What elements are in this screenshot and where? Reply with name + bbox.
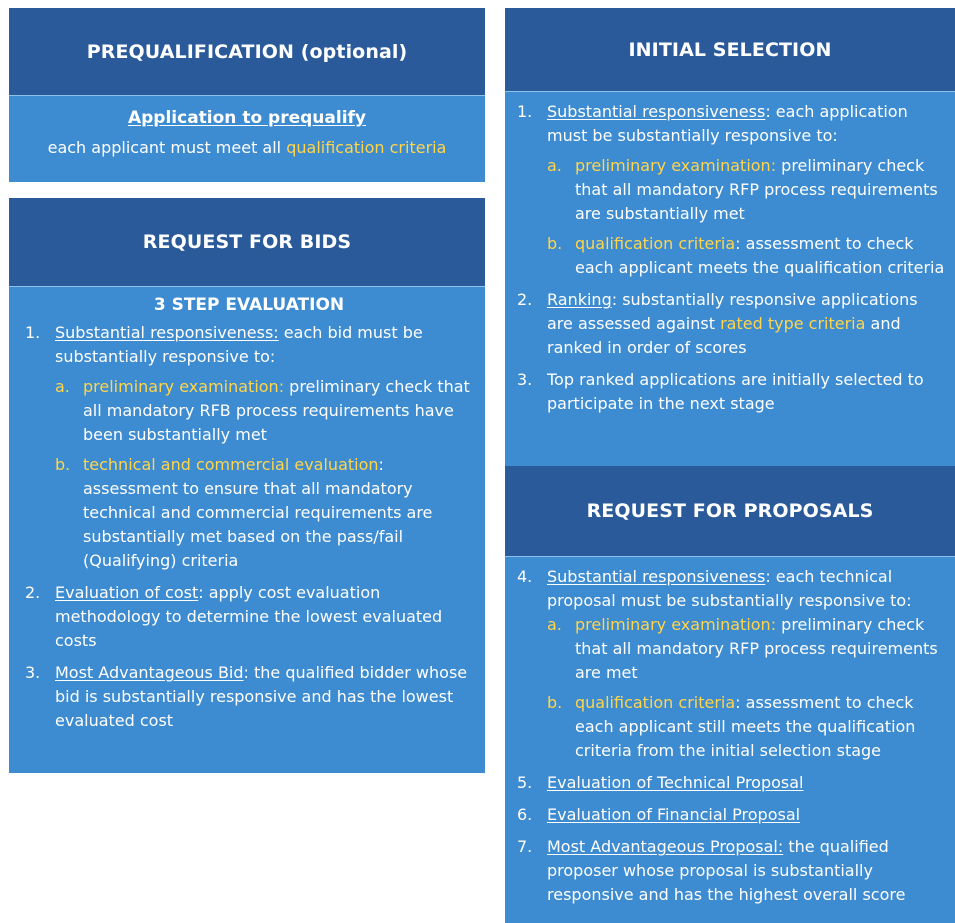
rfb-step-term: Most Advantageous Bid (55, 663, 244, 682)
initial-step-1 (517, 100, 945, 280)
rfb-panel (9, 198, 485, 773)
rfb-sub-text: : assessment to ensure that all mandatory technical and commercial requirements are substantially met based on the pass/fail (Qualifying) criteria (83, 455, 433, 570)
initial-step-2 (517, 288, 945, 360)
rfp-title: REQUEST FOR PROPOSALS (586, 500, 874, 522)
rfb-step-num: 3. (25, 663, 41, 682)
prequalification-heading: Application to prequalify (127, 108, 367, 128)
prequalification-highlight: qualification criteria (286, 138, 447, 157)
initial-sub-letter: b. (547, 234, 563, 253)
rfp-sub-a (547, 613, 945, 685)
prequalification-header (9, 8, 485, 96)
rfp-sub-letter: a. (547, 615, 562, 634)
rfb-title: REQUEST FOR BIDS (142, 231, 352, 253)
rfb-sub-text: preliminary check that all mandatory RFB process requirements have been substantially met (83, 377, 470, 444)
rfb-step-3 (25, 661, 473, 733)
rfb-step-term: Substantial responsiveness: (55, 323, 279, 342)
initial-sublist (547, 154, 945, 280)
initial-sub-text: preliminary check that all mandatory RFP process requirements are substantially met (575, 156, 938, 223)
initial-sub-term: preliminary examination: (575, 156, 777, 175)
rfp-sub-term: preliminary examination: (575, 615, 777, 634)
initial-selection-panel (505, 8, 955, 467)
rfp-step-term: Most Advantageous Proposal: (547, 837, 784, 856)
rfp-step-text: : each technical proposal must be substantially responsive to: (547, 567, 912, 610)
prequalification-heading-wrap (21, 106, 473, 130)
prequalification-body (9, 96, 485, 182)
rfp-sub-letter: b. (547, 693, 563, 712)
initial-step-3 (517, 368, 945, 416)
initial-sub-b (547, 232, 945, 280)
prequalification-text-wrap (21, 136, 473, 160)
rfb-sub-a (55, 375, 473, 447)
initial-sub-term: qualification criteria (575, 234, 736, 253)
initial-sub-a (547, 154, 945, 226)
rfp-step-num: 6. (517, 805, 533, 824)
rfb-step-text: : apply cost evaluation methodology to determine the lowest evaluated costs (55, 583, 443, 650)
initial-step-num: 2. (517, 290, 533, 309)
rfb-sub-b (55, 453, 473, 573)
rfp-step-term: Evaluation of Financial Proposal (547, 805, 801, 824)
initial-selection-title: INITIAL SELECTION (628, 38, 832, 61)
prequalification-title: PREQUALIFICATION (optional) (86, 40, 408, 63)
rfb-sub-letter: a. (55, 377, 70, 396)
rfp-panel (505, 466, 955, 923)
initial-step-text: : each application must be substantially responsive to: (547, 102, 908, 145)
initial-step-highlight: rated type criteria (720, 314, 866, 333)
initial-selection-body (505, 92, 955, 467)
rfp-sub-term: qualification criteria (575, 693, 736, 712)
rfb-step-1 (25, 321, 473, 573)
initial-step-text: Top ranked applications are initially selected to participate in the next stage (547, 370, 924, 413)
rfb-header (9, 198, 485, 287)
rfp-step-7 (517, 835, 945, 907)
rfp-step-num: 4. (517, 567, 533, 586)
rfp-step-term: Evaluation of Technical Proposal (547, 773, 804, 792)
rfp-sub-text: preliminary check that all mandatory RFP process requirements are met (575, 615, 938, 682)
rfb-step-2 (25, 581, 473, 653)
initial-step-text: : substantially responsive applications are assessed against (547, 290, 918, 333)
rfp-step-num: 7. (517, 837, 533, 856)
rfp-sub-text: : assessment to check each applicant still meets the qualification criteria from the initial selection stage (575, 693, 916, 760)
initial-sub-letter: a. (547, 156, 562, 175)
prequalification-panel (9, 8, 485, 182)
rfb-step-text: : the qualified bidder whose bid is substantially responsive and has the lowest evaluated cost (55, 663, 468, 730)
rfp-step-5 (517, 771, 945, 795)
rfp-body (505, 557, 955, 923)
initial-sub-text: : assessment to check each applicant meets the qualification criteria (575, 234, 945, 277)
rfb-sub-term: preliminary examination: (83, 377, 285, 396)
rfb-sublist (55, 375, 473, 573)
rfp-steps (517, 565, 945, 907)
rfb-step-num: 1. (25, 323, 41, 342)
rfb-sub-letter: b. (55, 455, 71, 474)
rfb-sub-term: technical and commercial evaluation (83, 455, 379, 474)
rfb-steps (25, 321, 473, 733)
rfb-body (9, 287, 485, 773)
rfp-header (505, 466, 955, 557)
rfp-sublist (547, 613, 945, 763)
prequalification-text: each applicant must meet all (47, 138, 287, 157)
rfb-step-term: Evaluation of cost (55, 583, 199, 602)
initial-selection-header (505, 8, 955, 92)
rfb-step-num: 2. (25, 583, 41, 602)
initial-step-term: Substantial responsiveness (547, 102, 766, 121)
rfp-step-term: Substantial responsiveness (547, 567, 766, 586)
rfp-step-num: 5. (517, 773, 533, 792)
rfb-subtitle: 3 STEP EVALUATION (153, 295, 345, 315)
initial-step-term: Ranking (547, 290, 612, 309)
rfp-step-4 (517, 565, 945, 763)
initial-step-text2: and ranked in order of scores (547, 314, 901, 357)
initial-step-num: 1. (517, 102, 533, 121)
initial-step-num: 3. (517, 370, 533, 389)
rfp-sub-b (547, 691, 945, 763)
initial-steps (517, 100, 945, 416)
rfp-step-6 (517, 803, 945, 827)
rfb-step-text: each bid must be substantially responsive to: (55, 323, 423, 366)
rfp-step-text: the qualified proposer whose proposal is substantially responsive and has the highest overall score (547, 837, 906, 904)
